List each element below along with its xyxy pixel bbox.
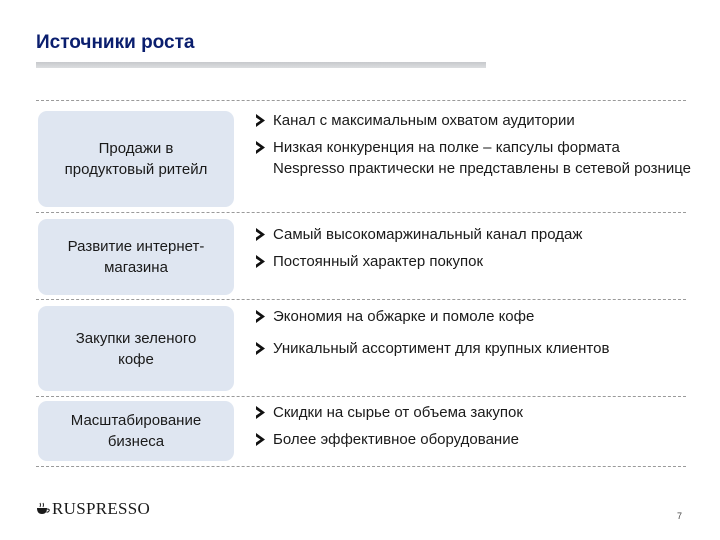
chevron-right-icon (255, 406, 265, 419)
coffee-cup-icon (36, 502, 50, 516)
title-underline (36, 62, 486, 68)
chevron-right-icon (255, 433, 265, 446)
bullet-list (255, 224, 695, 278)
row-label: Развитие интернет-магазина (67, 238, 205, 276)
bullet-item (255, 224, 695, 245)
bullet-item (255, 402, 695, 423)
bullet-item (255, 429, 695, 450)
row-label-box (38, 219, 234, 295)
chevron-right-icon (255, 255, 265, 268)
bullet-text: Канал с максимальным охватом аудитории (273, 112, 575, 129)
row-label-box (38, 401, 234, 461)
chevron-right-icon (255, 228, 265, 241)
bullet-text: Самый высокомаржинальный канал продаж (273, 226, 583, 243)
bullet-text: Более эффективное оборудование (273, 431, 519, 448)
bullet-text: Уникальный ассортимент для крупных клиентов (273, 340, 610, 357)
bullet-list (255, 306, 695, 365)
bullet-list (255, 402, 695, 456)
bullet-text: Низкая конкуренция на полке – капсулы формата Nespresso практически не представлены в сетевой рознице (273, 139, 691, 177)
divider (36, 100, 686, 101)
chevron-right-icon (255, 114, 265, 127)
divider (36, 299, 686, 300)
row-label: Масштабирование бизнеса (70, 412, 202, 450)
chevron-right-icon (255, 141, 265, 154)
bullet-text: Экономия на обжарке и помоле кофе (273, 308, 535, 325)
bullet-item (255, 251, 695, 272)
bullet-list (255, 110, 695, 185)
bullet-item (255, 137, 695, 179)
row-label-box (38, 306, 234, 391)
chevron-right-icon (255, 342, 265, 355)
logo-text: RUSPRESSO (52, 499, 151, 518)
row-label-box (38, 111, 234, 207)
divider (36, 396, 686, 397)
bullet-item (255, 306, 695, 327)
bullet-text: Постоянный характер покупок (273, 253, 484, 270)
divider (36, 212, 686, 213)
bullet-item (255, 110, 695, 131)
bullet-text: Скидки на сырье от объема закупок (273, 404, 523, 421)
row-label: Закупки зеленого кофе (75, 329, 197, 368)
row-label: Продажи в продуктовый ритейл (64, 140, 208, 178)
page-number: 7 (677, 511, 683, 521)
chevron-right-icon (255, 310, 265, 323)
page-title: Источники роста (36, 32, 195, 53)
ruspresso-logo (36, 499, 150, 519)
divider (36, 466, 686, 467)
bullet-item (255, 338, 695, 359)
